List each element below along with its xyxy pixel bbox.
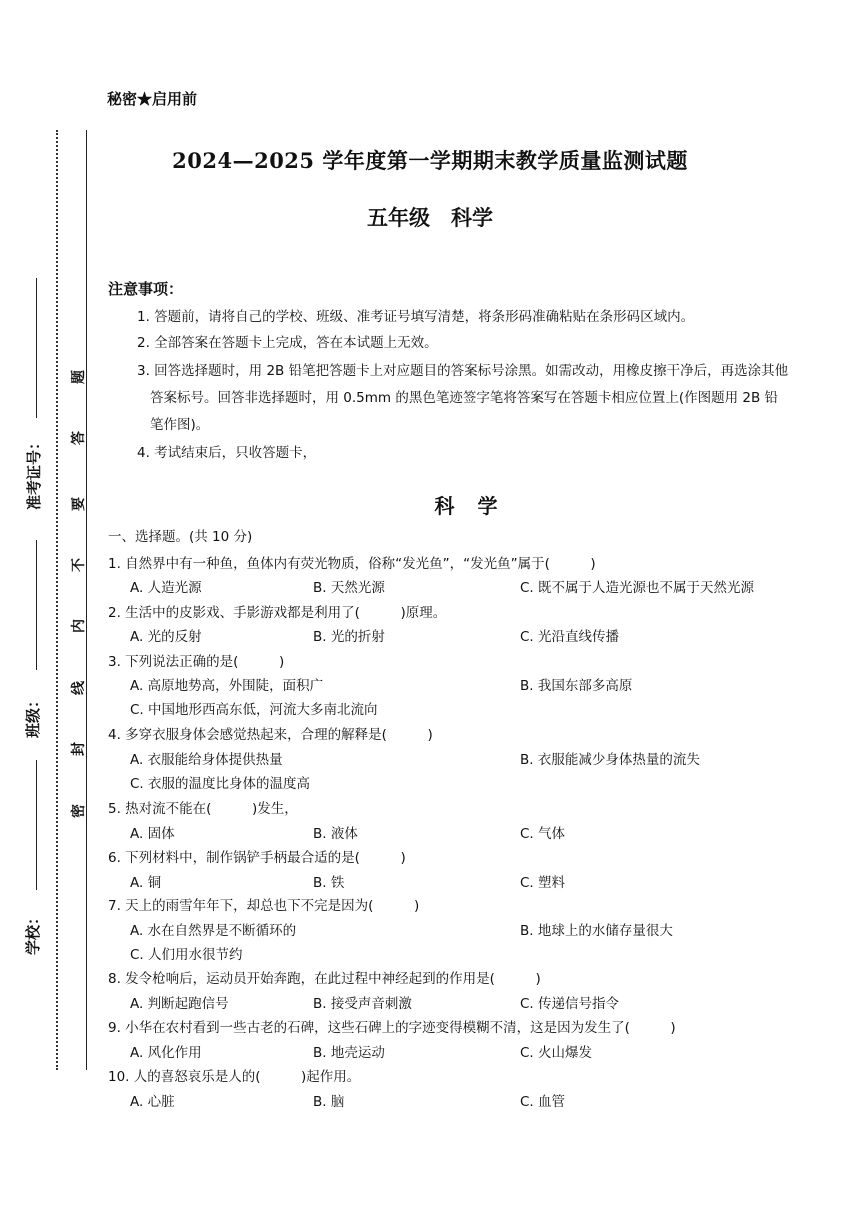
school-label: 学校： [24, 909, 43, 956]
option-c: C. 火山爆发 [520, 1045, 593, 1061]
option-a: A. 衣服能给身体提供热量 [130, 752, 283, 768]
question-stem: 10. 人的喜怒哀乐是人的( )起作用。 [108, 1069, 361, 1085]
seal-word: 答 [71, 431, 87, 445]
option-b: B. 我国东部多高原 [520, 678, 633, 694]
exam-subtitle: 五年级 科学 [367, 205, 493, 230]
option-a: A. 固体 [130, 826, 175, 842]
option-b: B. 天然光源 [313, 580, 385, 596]
notice-item: 答案标号。回答非选择题时，用 0.5mm 的黑色笔迹签字笔将答案写在答题卡相应位置上(作图题用 2B 铅 [150, 390, 779, 406]
option-b: B. 衣服能减少身体热量的流失 [520, 752, 700, 768]
exam-id-label: 准考证号： [25, 434, 44, 511]
option-c: C. 衣服的温度比身体的温度高 [130, 776, 311, 792]
question-stem: 6. 下列材料中，制作锅铲手柄最合适的是( ) [108, 850, 406, 866]
option-c: C. 塑料 [520, 875, 566, 891]
seal-word: 题 [71, 370, 87, 384]
school-blank [36, 760, 37, 890]
question-stem: 9. 小华在农村看到一些古老的石碑，这些石碑上的字迹变得模糊不清，这是因为发生了( ) [108, 1020, 676, 1036]
question-stem: 7. 天上的雨雪年年下，却总也下不完是因为( ) [108, 898, 420, 914]
notice-heading: 注意事项： [108, 280, 184, 298]
option-b: B. 光的折射 [313, 629, 385, 645]
option-b: B. 脑 [313, 1094, 345, 1110]
question-stem: 5. 热对流不能在( )发生， [108, 801, 298, 817]
question-stem: 3. 下列说法正确的是( ) [108, 654, 285, 670]
option-a: A. 光的反射 [130, 629, 202, 645]
seal-word: 密 [71, 804, 87, 818]
option-c: C. 传递信号指令 [520, 996, 620, 1012]
question-stem: 8. 发令枪响后，运动员开始奔跑，在此过程中神经起到的作用是( ) [108, 971, 541, 987]
notice-item: 3. 回答选择题时，用 2B 铅笔把答题卡上对应题目的答案标号涂黑。如需改动，用橡皮擦干净后，再选涂其他 [137, 363, 789, 379]
exam-id-blank [36, 278, 37, 418]
binding-dotted-line [56, 130, 58, 1070]
notice-item: 2. 全部答案在答题卡上完成，答在本试题上无效。 [137, 335, 438, 351]
option-c: C. 血管 [520, 1094, 566, 1110]
option-b: B. 地壳运动 [313, 1045, 385, 1061]
option-a: A. 人造光源 [130, 580, 202, 596]
option-c: C. 气体 [520, 826, 566, 842]
option-a: A. 高原地势高，外围陡，面积广 [130, 678, 324, 694]
secret-mark: 秘密★启用前 [107, 90, 198, 108]
seal-word: 不 [71, 558, 87, 572]
seal-word: 线 [71, 681, 87, 695]
option-b: B. 液体 [313, 826, 358, 842]
question-stem: 1. 自然界中有一种鱼，鱼体内有荧光物质，俗称“发光鱼”，“发光鱼”属于( ) [108, 556, 596, 572]
option-a: A. 铜 [130, 875, 162, 891]
option-a: A. 水在自然界是不断循环的 [130, 923, 297, 939]
option-b: B. 铁 [313, 875, 345, 891]
option-c: C. 人们用水很节约 [130, 947, 243, 963]
notice-item: 4. 考试结束后，只收答题卡， [137, 445, 317, 461]
option-b: B. 接受声音刺激 [313, 996, 412, 1012]
option-c: C. 中国地形西高东低，河流大多南北流向 [130, 702, 378, 718]
binding-solid-line [86, 130, 87, 1070]
option-c: C. 光沿直线传播 [520, 629, 620, 645]
class-label: 班级： [24, 692, 43, 739]
class-blank [36, 540, 37, 670]
option-a: A. 心脏 [130, 1094, 175, 1110]
option-a: A. 风化作用 [130, 1045, 202, 1061]
section-title: 科 学 [434, 494, 506, 518]
notice-item: 1. 答题前，请将自己的学校、班级、准考证号填写清楚，将条形码准确粘贴在条形码区域内。 [137, 309, 695, 325]
notice-item: 笔作图)。 [150, 417, 210, 433]
option-c: C. 既不属于人造光源也不属于天然光源 [520, 580, 755, 596]
option-b: B. 地球上的水储存量很大 [520, 923, 673, 939]
question-stem: 2. 生活中的皮影戏、手影游戏都是利用了( )原理。 [108, 605, 447, 621]
option-a: A. 判断起跑信号 [130, 996, 229, 1012]
question-stem: 4. 多穿衣服身体会感觉热起来，合理的解释是( ) [108, 727, 433, 743]
part-heading: 一、选择题。(共 10 分) [108, 529, 253, 545]
seal-word: 内 [71, 619, 87, 633]
seal-word: 封 [71, 742, 87, 756]
seal-word: 要 [71, 497, 87, 511]
exam-title: 2024—2025 学年度第一学期期末教学质量监测试题 [172, 148, 688, 173]
